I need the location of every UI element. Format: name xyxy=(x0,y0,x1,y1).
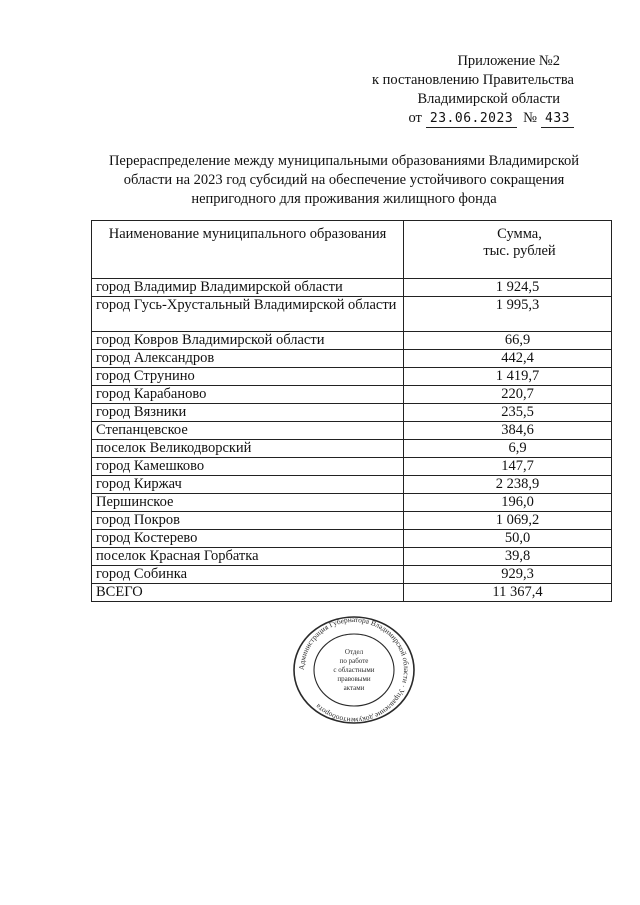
number-sign: № xyxy=(523,110,538,126)
table-row xyxy=(92,297,612,332)
column-header-sum-line1: Сумма, xyxy=(497,226,542,242)
table-row xyxy=(92,350,612,368)
municipality-name: Першинское xyxy=(92,494,404,512)
municipality-name: город Вязники xyxy=(92,404,404,422)
table-row xyxy=(92,440,612,458)
table-row xyxy=(92,476,612,494)
resolution-date-line xyxy=(314,109,574,128)
subsidy-amount: 1 995,3 xyxy=(404,297,612,332)
column-header-sum-line2: тыс. рублей xyxy=(483,243,556,259)
appendix-number: Приложение №2 xyxy=(457,53,560,69)
subsidy-amount: 442,4 xyxy=(404,350,612,368)
subsidy-table xyxy=(91,220,612,602)
municipality-name: город Карабаново xyxy=(92,386,404,404)
subsidy-amount: 147,7 xyxy=(404,458,612,476)
stamp-outer-text: Администрация Губернатора Владимирской области · Управление документооборота xyxy=(296,615,412,725)
table-total-row xyxy=(92,584,612,602)
municipality-name: город Гусь-Хрустальный Владимирской области xyxy=(92,297,404,332)
subsidy-amount: 1 069,2 xyxy=(404,512,612,530)
table-header-row xyxy=(92,221,612,279)
table-row xyxy=(92,530,612,548)
table-row xyxy=(92,512,612,530)
stamp-inner-line-2: по работе xyxy=(339,657,369,665)
table-row xyxy=(92,422,612,440)
municipality-name: город Киржач xyxy=(92,476,404,494)
municipality-name: город Камешково xyxy=(92,458,404,476)
resolution-reference: к постановлению Правительства xyxy=(372,72,574,88)
municipality-name: город Владимир Владимирской области xyxy=(92,279,404,297)
title-line-1: Перераспределение между муниципальными образованиями Владимирской xyxy=(108,153,580,169)
municipality-name: город Покров xyxy=(92,512,404,530)
municipality-name: город Александров xyxy=(92,350,404,368)
subsidy-amount: 235,5 xyxy=(404,404,612,422)
subsidy-amount: 929,3 xyxy=(404,566,612,584)
official-stamp xyxy=(291,615,417,725)
resolution-number: 433 xyxy=(541,111,574,128)
subsidy-amount: 39,8 xyxy=(404,548,612,566)
stamp-inner-line-4: правовыми xyxy=(337,675,371,683)
subsidy-amount: 384,6 xyxy=(404,422,612,440)
table-row xyxy=(92,386,612,404)
municipality-name: поселок Красная Горбатка xyxy=(92,548,404,566)
municipality-name: город Костерево xyxy=(92,530,404,548)
date-prefix: от xyxy=(408,110,422,126)
table-row xyxy=(92,332,612,350)
table-row xyxy=(92,458,612,476)
stamp-inner-line-1: Отдел xyxy=(344,648,364,656)
subsidy-amount: 196,0 xyxy=(404,494,612,512)
total-label: ВСЕГО xyxy=(92,584,404,602)
column-header-sum xyxy=(404,221,612,279)
column-header-name: Наименование муниципального образования xyxy=(92,221,404,279)
resolution-date: 23.06.2023 xyxy=(426,111,517,128)
title-line-2: области на 2023 год субсидий на обеспечение устойчивого сокращения xyxy=(123,172,565,188)
document-title xyxy=(70,152,618,209)
subsidy-amount: 2 238,9 xyxy=(404,476,612,494)
subsidy-amount: 6,9 xyxy=(404,440,612,458)
title-line-3: непригодного для проживания жилищного фонда xyxy=(191,191,497,207)
municipality-name: город Собинка xyxy=(92,566,404,584)
municipality-name: город Ковров Владимирской области xyxy=(92,332,404,350)
table-row xyxy=(92,548,612,566)
stamp-inner-line-5: актами xyxy=(343,684,365,692)
subsidy-amount: 1 419,7 xyxy=(404,368,612,386)
table-row xyxy=(92,279,612,297)
table-row xyxy=(92,404,612,422)
table-row xyxy=(92,566,612,584)
subsidy-amount: 50,0 xyxy=(404,530,612,548)
table-row xyxy=(92,368,612,386)
subsidy-amount: 220,7 xyxy=(404,386,612,404)
municipality-name: Степанцевское xyxy=(92,422,404,440)
table-row xyxy=(92,494,612,512)
subsidy-amount: 1 924,5 xyxy=(404,279,612,297)
stamp-inner-line-3: с областными xyxy=(333,666,375,674)
total-amount: 11 367,4 xyxy=(404,584,612,602)
subsidy-amount: 66,9 xyxy=(404,332,612,350)
municipality-name: город Струнино xyxy=(92,368,404,386)
region-name: Владимирской области xyxy=(417,91,560,107)
municipality-name: поселок Великодворский xyxy=(92,440,404,458)
appendix-header xyxy=(314,52,574,128)
